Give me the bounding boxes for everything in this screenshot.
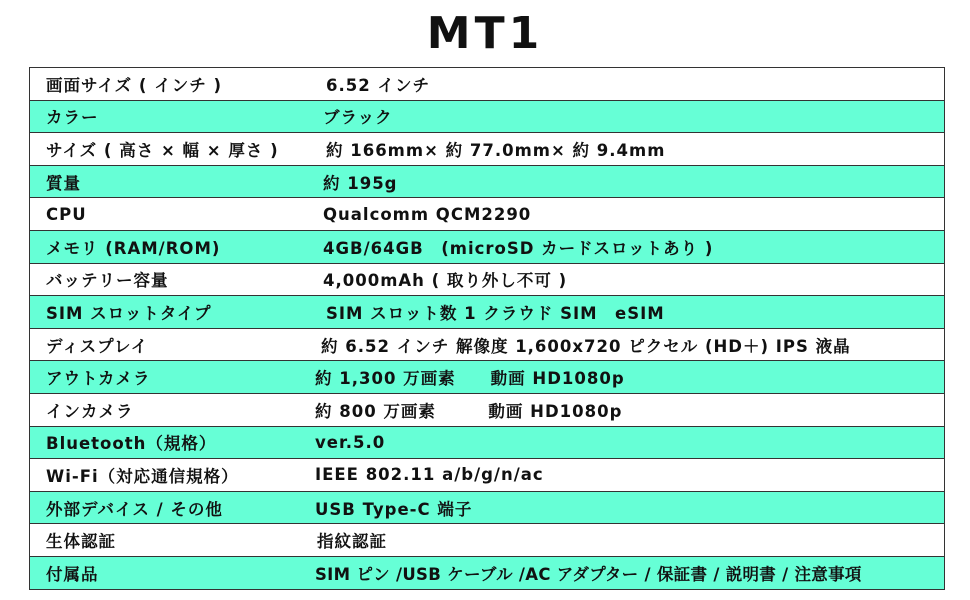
spec-label: サイズ ( 高さ × 幅 × 厚さ ) <box>46 140 279 160</box>
spec-value: 6.52 インチ <box>326 75 430 95</box>
spec-value: 約 1,300 万画素 動画 HD1080p <box>315 369 625 389</box>
spec-label: バッテリー容量 <box>46 271 169 291</box>
spec-value: 4GB/64GB (microSD カードスロットあり ) <box>323 238 714 258</box>
spec-value: 約 800 万画素 動画 HD1080p <box>315 401 623 421</box>
spec-value: 指紋認証 <box>317 532 387 552</box>
spec-row-accessories <box>30 557 944 590</box>
spec-value: 約 195g <box>323 173 398 193</box>
spec-row-display <box>30 329 944 362</box>
spec-label: Bluetooth（規格） <box>46 434 217 454</box>
spec-row-cpu <box>30 198 944 231</box>
spec-row-wifi <box>30 459 944 492</box>
spec-value: ブラック <box>323 108 393 128</box>
spec-label: SIM スロットタイプ <box>46 303 212 323</box>
spec-row-battery <box>30 264 944 297</box>
spec-value: ver.5.0 <box>315 432 386 452</box>
spec-value: SIM ピン /USB ケーブル /AC アダプター / 保証書 / 説明書 / 注意事項 <box>315 564 862 584</box>
spec-label: Wi-Fi（対応通信規格） <box>46 466 239 486</box>
spec-row-dimensions <box>30 133 944 166</box>
spec-label: ディスプレイ <box>46 336 149 356</box>
spec-label: インカメラ <box>46 401 134 421</box>
spec-table <box>29 67 945 590</box>
spec-row-screen-size <box>30 68 944 101</box>
spec-value: Qualcomm QCM2290 <box>323 204 532 224</box>
spec-label: アウトカメラ <box>46 369 151 389</box>
spec-value: SIM スロット数 1 クラウド SIM eSIM <box>326 303 665 323</box>
spec-label: 付属品 <box>46 564 99 584</box>
spec-row-external-device <box>30 492 944 525</box>
spec-row-sim-slot <box>30 296 944 329</box>
spec-row-rear-camera <box>30 361 944 394</box>
spec-label: 質量 <box>46 173 81 193</box>
spec-label: 画面サイズ ( インチ ) <box>46 75 222 95</box>
spec-value: 約 166mm× 約 77.0mm× 約 9.4mm <box>326 140 666 160</box>
spec-label: 生体認証 <box>46 532 116 552</box>
spec-row-biometric <box>30 524 944 557</box>
spec-row-bluetooth <box>30 427 944 460</box>
spec-label: 外部デバイス / その他 <box>46 499 223 519</box>
spec-label: CPU <box>46 204 87 224</box>
spec-value: 4,000mAh ( 取り外し不可 ) <box>323 271 568 291</box>
spec-label: カラー <box>46 108 99 128</box>
spec-label: メモリ (RAM/ROM) <box>46 238 221 258</box>
spec-row-memory <box>30 231 944 264</box>
spec-row-front-camera <box>30 394 944 427</box>
spec-value: USB Type-C 端子 <box>315 499 473 519</box>
spec-row-weight <box>30 166 944 199</box>
spec-value: IEEE 802.11 a/b/g/n/ac <box>315 465 544 485</box>
spec-row-color <box>30 101 944 134</box>
page-title: MT1 <box>426 8 544 59</box>
spec-value: 約 6.52 インチ 解像度 1,600x720 ピクセル (HD＋) IPS 液晶 <box>321 336 851 356</box>
